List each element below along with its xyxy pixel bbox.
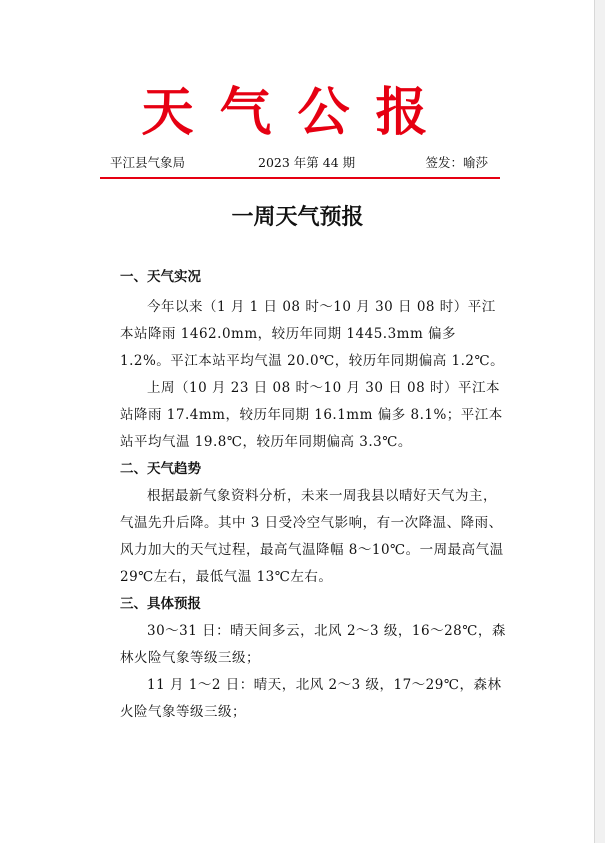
header-meta <box>110 153 488 173</box>
signer: 签发：喻莎 <box>425 155 488 170</box>
paragraph: 根据最新气象资料分析，未来一周我县以晴好天气为主，气温先升后降。其中 3 日受冷空气影响，有一次降温、降雨、风力加大的天气过程，最高气温降幅 8～10℃。一周最高气温 29℃左右，最低气温 13℃左右。 <box>120 488 504 585</box>
masthead-char: 公 <box>297 83 376 143</box>
masthead-char: 报 <box>375 83 454 143</box>
section-heading: 三、具体预报 <box>120 596 201 612</box>
document-title: 一周天气预报 <box>231 205 364 230</box>
issue-number: 2023 年第 44 期 <box>258 155 356 170</box>
header-divider <box>100 177 500 179</box>
document-body <box>120 264 506 726</box>
paragraph: 30～31 日：晴天间多云，北风 2～3 级，16～28℃，森林火险气象等级三级； <box>120 623 506 666</box>
section-heading: 二、天气趋势 <box>120 461 201 477</box>
masthead-title <box>0 76 595 150</box>
masthead-char: 天 <box>141 83 220 143</box>
paragraph: 上周（10 月 23 日 08 时～10 月 30 日 08 时）平江本站降雨 17.4mm，较历年同期 16.1mm 偏多 8.1%；平江本站平均气温 19.8℃，较历年同期偏高 3.3℃。 <box>120 380 503 450</box>
section-heading: 一、天气实况 <box>120 269 201 285</box>
paragraph: 今年以来（1 月 1 日 08 时～10 月 30 日 08 时）平江本站降雨 1462.0mm，较历年同期 1445.3mm 偏多 1.2%。平江本站平均气温 20.0℃，较历年同期偏高 1.2℃。 <box>120 299 505 369</box>
masthead-char: 气 <box>219 83 298 143</box>
issuer-org: 平江县气象局 <box>110 155 186 170</box>
paragraph: 11 月 1～2 日：晴天，北风 2～3 级，17～29℃，森林火险气象等级三级； <box>120 677 502 720</box>
page-edge <box>594 0 605 843</box>
